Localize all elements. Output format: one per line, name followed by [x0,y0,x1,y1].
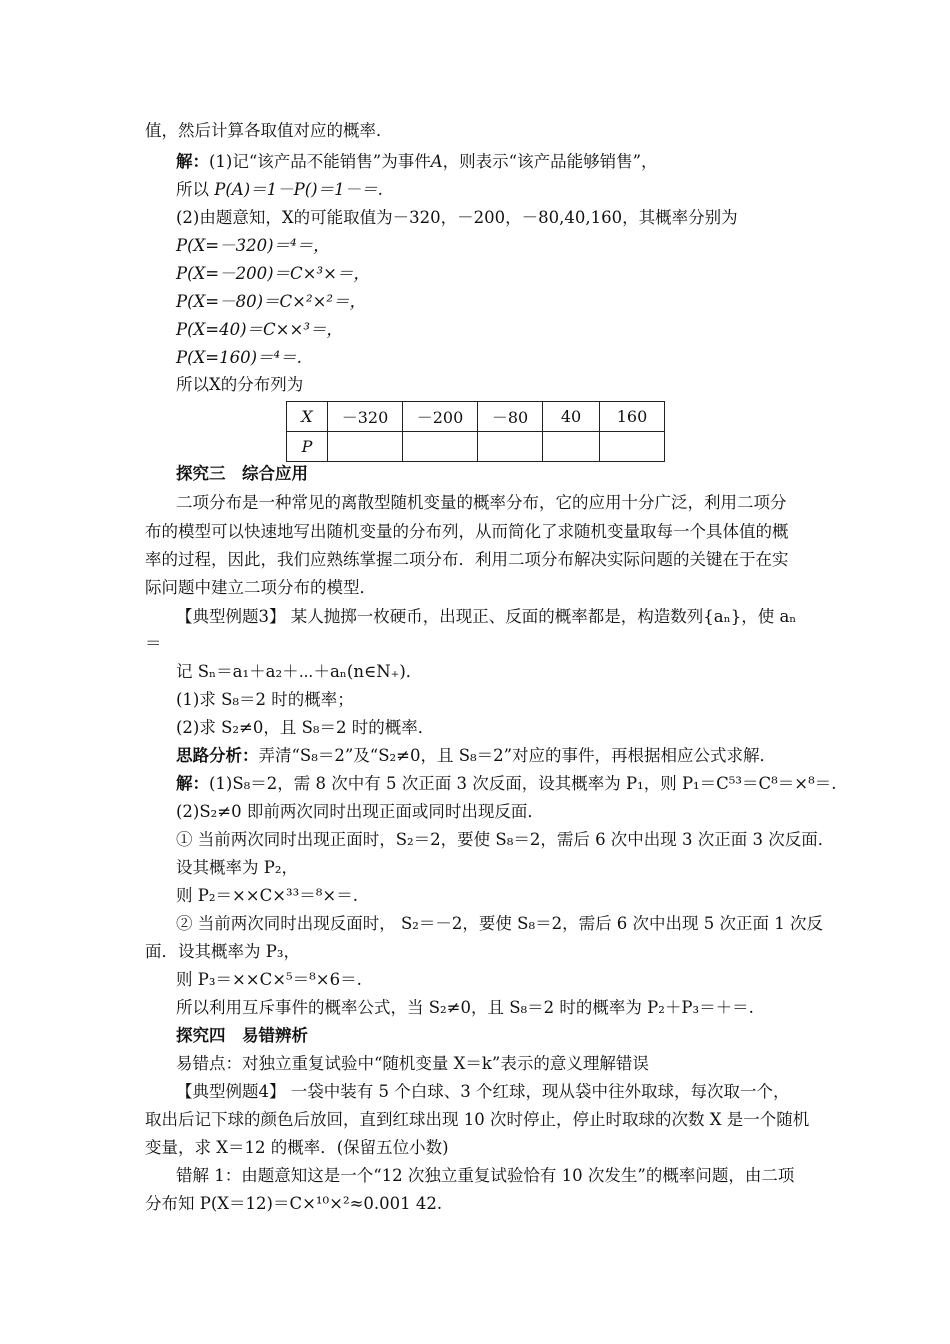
table-cell [478,432,543,462]
text-line: 值，然后计算各取值对应的概率． [145,121,393,140]
text-line: 际问题中建立二项分布的模型． [145,578,376,597]
table-cell: －80 [478,402,543,432]
text-line: (1)求 S₈＝2 时的概率； [176,690,354,709]
table-cell [328,432,403,462]
text-line: 所以 P(A)＝1－P()＝1－＝. [176,180,383,199]
text-line: 记 Sₙ＝a₁＋a₂＋⋯＋aₙ(n∈N₊)． [176,662,423,681]
text-line: 解：(1)记“该产品不能销售”为事件A，则表示“该产品能够销售”， [176,152,658,171]
text-line: 思路分析：弄清“S₈＝2”及“S₂≠0，且 S₈＝2”对应的事件，再根据相应公式求解． [176,746,777,765]
text-line: 则 P₃＝××C×⁵＝⁸×6＝. [176,970,362,989]
text-line: 取出后记下球的颜色后放回，直到红球出现 10 次时停止，停止时取球的次数 X 是一个随机 [145,1110,810,1129]
text-line: 易错点：对独立重复试验中“随机变量 X＝k”表示的意义理解错误 [176,1054,649,1073]
text-line: 则 P₂＝××C×³³＝⁸×＝. [176,886,358,905]
text-line: 二项分布是一种常见的离散型随机变量的概率分布，它的应用十分广泛，利用二项分 [176,493,787,512]
table-cell: P [287,432,328,462]
table-cell [600,432,665,462]
text-line: 解：(1)S₈＝2，需 8 次中有 5 次正面 3 次反面，设其概率为 P₁，则 P₁＝C⁵³＝C⁸＝×⁸＝. [176,774,837,793]
table-cell [403,432,478,462]
distribution-table [286,401,665,462]
table-cell: －200 [403,402,478,432]
text-line: ② 当前两次同时出现反面时， S₂＝－2，要使 S₈＝2，需后 6 次中出现 5 次正面 1 次反 [176,914,824,933]
example-heading: 【典型例题3】 某人抛掷一枚硬币，出现正、反面的概率都是，构造数列{aₙ}，使 aₙ [176,607,797,626]
table-cell: －320 [328,402,403,432]
table-cell: 40 [543,402,600,432]
table-cell [543,432,600,462]
table-cell: 160 [600,402,665,432]
text-line: (2)S₂≠0 即前两次同时出现正面或同时出现反面． [176,802,544,821]
formula-line: P(X=40)＝C××³＝， [176,320,343,339]
text-line: ① 当前两次同时出现正面时，S₂＝2，要使 S₈＝2，需后 6 次中出现 3 次正面 3 次反面． [176,830,835,849]
section-heading: 探究三 综合应用 [176,464,308,483]
formula-line: P(X=－320)＝⁴＝， [176,236,330,255]
text-line: 错解 1：由题意知这是一个“12 次独立重复试验恰有 10 次发生”的概率问题，由二项 [176,1166,795,1185]
analysis-label: 思路分析： [176,746,259,765]
table-row [287,402,665,432]
formula-line: P(X=－200)＝C×³×＝， [176,264,370,283]
section-heading: 探究四 易错辨析 [176,1026,308,1045]
text-line: 率的过程，因此，我们应熟练掌握二项分布．利用二项分布解决实际问题的关键在于在实 [145,550,789,569]
text-line: 所以X的分布列为 [176,375,304,394]
text-line: ＝ [145,634,162,653]
text-line: 面．设其概率为 P₃， [145,942,300,961]
text-line: 变量，求 X＝12 的概率．(保留五位小数) [145,1138,449,1157]
formula-line: P(X=160)＝⁴＝. [176,348,302,367]
formula-line: P(X=－80)＝C×²×²＝， [176,292,367,311]
text-line: 布的模型可以快速地写出随机变量的分布列，从而简化了求随机变量取每一个具体值的概 [145,522,789,541]
text-line: 分布知 P(X＝12)＝C×¹⁰×²≈0.001 42. [145,1194,443,1213]
table-row [287,432,665,462]
table-cell: X [287,402,328,432]
text-line: (2)求 S₂≠0，且 S₈＝2 时的概率． [176,718,435,737]
text-line: (2)由题意知，X的可能取值为－320，－200，－80,40,160，其概率分别为 [176,208,738,227]
solution-label: 解： [176,152,209,171]
example-heading: 【典型例题4】 一袋中装有 5 个白球、3 个红球，现从袋中往外取球，每次取一个， [176,1082,790,1101]
text-line: 所以利用互斥事件的概率公式，当 S₂≠0，且 S₈＝2 时的概率为 P₂＋P₃＝＋＝. [176,998,754,1017]
text-line: 设其概率为 P₂， [176,858,298,877]
solution-label: 解： [176,774,209,793]
